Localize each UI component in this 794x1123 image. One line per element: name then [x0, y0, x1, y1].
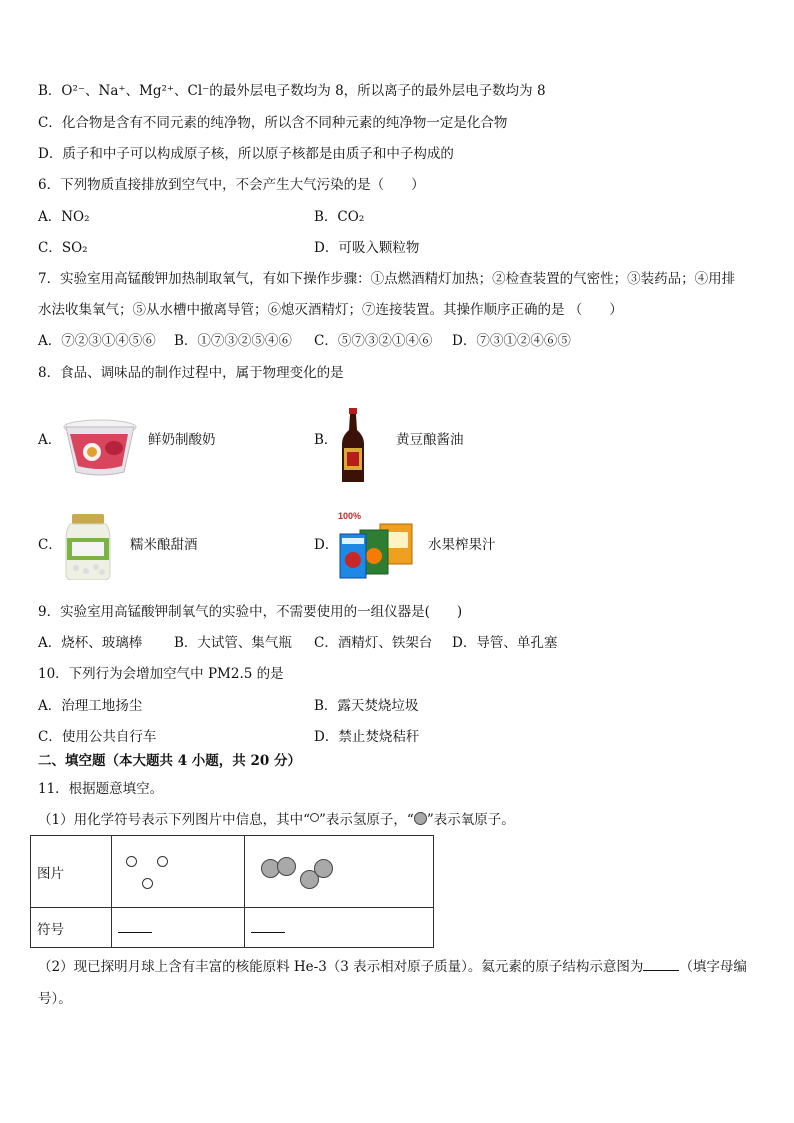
answer-blank-3[interactable] [643, 970, 679, 971]
hydrogen-atom-icon [310, 813, 319, 822]
q8-stem: 8．食品、调味品的制作过程中，属于物理变化的是 [38, 365, 344, 381]
answer-blank-2[interactable] [245, 908, 434, 948]
oxygen-atom-icon [277, 857, 296, 876]
q9-option-c: C．酒精灯、铁架台 [314, 635, 433, 651]
q10-option-c: C．使用公共自行车 [38, 729, 157, 745]
q8-option-a-letter: A． [38, 432, 62, 448]
q11-sub1-post: ”表示氧原子。 [426, 812, 515, 828]
hydrogen-atoms-picture [112, 836, 245, 908]
q5-option-c: C．化合物是含有不同元素的纯净物，所以含不同种元素的纯净物一定是化合物 [38, 115, 508, 131]
q7-stem-line2: 水法收集氧气；⑤从水槽中撤离导管；⑥熄灭酒精灯；⑦连接装置。其操作顺序正确的是 （ ） [38, 302, 623, 318]
yogurt-cup-image [62, 418, 138, 476]
oxygen-molecules-picture [245, 836, 434, 908]
q6-stem: 6．下列物质直接排放到空气中，不会产生大气污染的是（ ） [38, 177, 425, 193]
q8-option-b-text: 黄豆酿酱油 [396, 432, 464, 448]
q10-stem: 10．下列行为会增加空气中 PM2.5 的是 [38, 666, 284, 682]
q8-option-d-letter: D． [314, 537, 339, 553]
q9-option-b: B．大试管、集气瓶 [174, 635, 292, 651]
hydrogen-atom-icon [157, 856, 168, 867]
q8-option-c-text: 糯米酿甜酒 [130, 537, 198, 553]
q6-option-c: C．SO₂ [38, 240, 88, 256]
hydrogen-atom-icon [142, 878, 153, 889]
section-2-heading: 二、填空题（本大题共 4 小题，共 20 分） [38, 753, 301, 769]
q8-option-b-letter: B． [314, 432, 338, 448]
q6-option-b: B．CO₂ [314, 209, 365, 225]
q8-option-d-text: 水果榨果汁 [428, 537, 496, 553]
q11-sub1-mid: ”表示氢原子，“ [319, 812, 414, 828]
q5-option-d: D．质子和中子可以构成原子核，所以原子核都是由质子和中子构成的 [38, 146, 454, 162]
table-label-symbol: 符号 [31, 908, 112, 948]
q11-sub2-line1 [38, 958, 747, 976]
table-label-picture: 图片 [31, 836, 112, 908]
soy-sauce-bottle-image [340, 408, 366, 484]
q11-sub2-end: （填字母编 [679, 959, 747, 975]
q7-option-c: C．⑤⑦③②①④⑥ [314, 333, 433, 349]
oxygen-atom-icon [314, 859, 333, 878]
q8-option-c-letter: C． [38, 537, 62, 553]
q7-option-d: D．⑦③①②④⑥⑤ [452, 333, 571, 349]
q10-option-b: B．露天焚烧垃圾 [314, 698, 419, 714]
q10-option-a: A．治理工地扬尘 [38, 698, 143, 714]
q9-option-d: D．导管、单孔塞 [452, 635, 558, 651]
q5-option-b: B．O²⁻、Na⁺、Mg²⁺、Cl⁻的最外层电子数均为 8，所以离子的最外层电子数均为 8 [38, 83, 546, 99]
q6-option-d: D．可吸入颗粒物 [314, 240, 420, 256]
q9-stem: 9．实验室用高锰酸钾制氧气的实验中，不需要使用的一组仪器是( ) [38, 604, 463, 620]
q11-table [30, 835, 434, 948]
rice-wine-jar-image [64, 514, 112, 580]
oxygen-atom-icon [414, 812, 427, 825]
q9-option-a: A．烧杯、玻璃棒 [38, 635, 143, 651]
q7-option-b: B．①⑦③②⑤④⑥ [174, 333, 292, 349]
hydrogen-atom-icon [126, 856, 137, 867]
q7-stem-line1: 7．实验室用高锰酸钾加热制取氧气，有如下操作步骤：①点燃酒精灯加热；②检查装置的气密性；③装药品；④用排 [38, 271, 736, 287]
q11-stem: 11．根据题意填空。 [38, 781, 164, 797]
juice-boxes-image [336, 510, 414, 580]
q8-option-a-text: 鲜奶制酸奶 [148, 432, 216, 448]
q6-option-a: A．NO₂ [38, 209, 90, 225]
q10-option-d: D．禁止焚烧秸秆 [314, 729, 420, 745]
q7-option-a: A．⑦②③①④⑤⑥ [38, 333, 156, 349]
q11-sub1-pre: （1）用化学符号表示下列图片中信息，其中“ [38, 812, 310, 828]
q11-sub2-text: （2）现已探明月球上含有丰富的核能原料 He-3（3 表示相对原子质量）。氦元素的原子结构示意图为 [38, 959, 644, 975]
answer-blank-1[interactable] [112, 908, 245, 948]
q11-sub2-line2: 号）。 [38, 991, 72, 1007]
q11-sub1 [38, 811, 515, 829]
juice-box-label: 100% [338, 511, 362, 521]
